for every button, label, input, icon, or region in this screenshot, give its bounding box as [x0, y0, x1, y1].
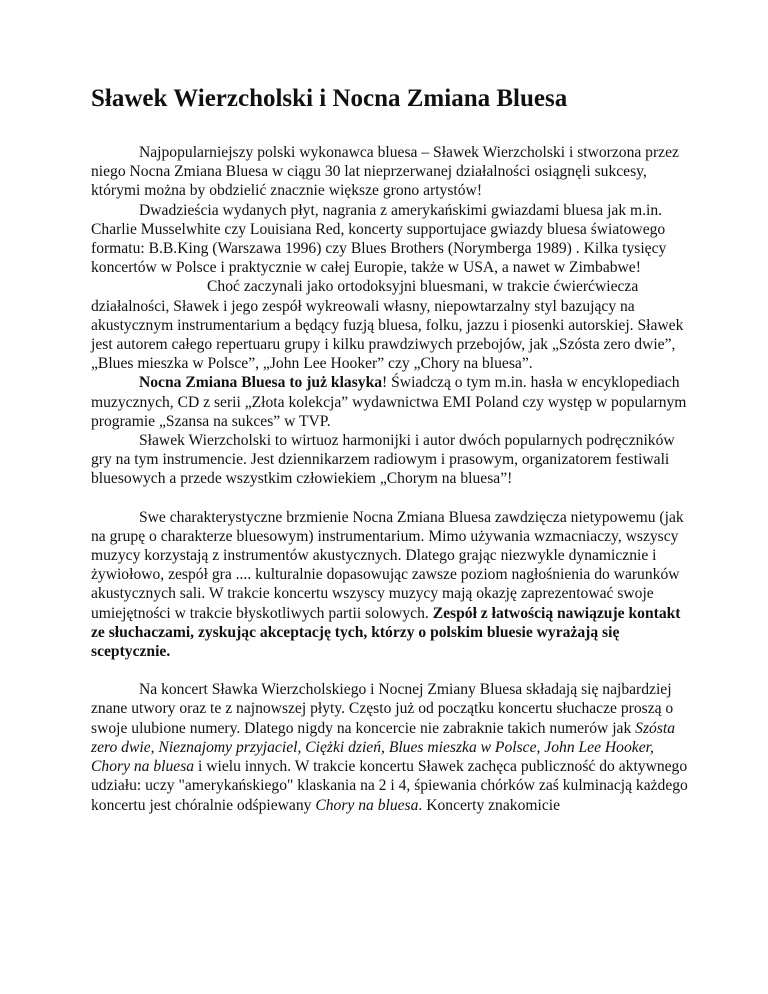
paragraph-intro: Najpopularniejszy polski wykonawca bluesa – Sławek Wierzcholski i stworzona przez niego Nocna Zmiana Bluesa w ciągu 30 lat nieprzerwanej działalności osiągnęli sukcesy, którymi można by obdzielić znacznie większe grono artystów!: [91, 144, 679, 200]
classic-rest: ! Świadczą o tym m.in. hasła w encyklopediach muzycznych, CD z serii „Złota kolekcja” wydawnictwa EMI Poland czy występ w popularnym programie „Szansa na sukces” w TVP.: [91, 374, 687, 430]
paragraph-style: Choć zaczynali jako ortodoksyjni bluesmani, w trakcie ćwierćwiecza działalności, Sławek i jego zespół wykreowali własny, niepowtarzalny styl bazujący na akustycznym instrumentarium a będący fuzją bluesa, folku, jazzu i piosenki autorskiej. Sławek jest autorem całego repertuaru grupy i kilku prawdziwych przebojów, jak „Szósta zero dwie”, „Blues mieszka w Polsce”, „John Lee Hooker” czy „Chory na bluesa”.: [91, 278, 684, 373]
song-titles-italic: Szósta zero dwie, Nieznajomy przyjaciel, Ciężki dzień, Blues mieszka w Polsce, John Lee Hooker, Chory na bluesa: [91, 719, 676, 776]
paragraph-concert: [91, 680, 691, 814]
classic-bold-phrase: Nocna Zmiana Bluesa to już klasyka: [139, 374, 383, 392]
sound-bold-statement: Zespół z łatwością nawiązuje kontakt ze słuchaczami, zyskując akceptację tych, którzy o polskim bluesie wyrażają się sceptycznie.: [91, 604, 681, 661]
sound-text: Swe charakterystyczne brzmienie Nocna Zmiana Bluesa zawdzięcza nietypowemu (jak na grupę o charakterze bluesowym) instrumentarium. Mimo używania wzmacniaczy, wszyscy muzycy korzystają z instrumentów akustycznych. Dlatego grając niezwykle dynamicznie i żywiołowo, zespół gra .... kulturalnie dopasowując zawsze poziom nagłośnienia do warunków akustycznych sali. W trakcie koncertu wszyscy muzycy mają okazję zaprezentować swoje umiejętności w trakcie błyskotliwych partii solowych.: [91, 508, 684, 622]
paragraph-spacer: [91, 489, 691, 508]
concert-text-middle: i wielu innych. W trakcie koncertu Sławek zachęca publiczność do aktywnego udziału: uczy "amerykańskiego" klaskania na 2 i 4, śpiewania chórków zaś kulminacją każdego koncertu jest chóralnie odśpiewany: [91, 758, 688, 814]
paragraph-achievements: Dwadzieścia wydanych płyt, nagrania z amerykańskimi gwiazdami bluesa jak m.in. Charlie Musselwhite czy Louisiana Red, koncerty supportujace gwiazdy bluesa światowego formatu: B.B.King (Warszawa 1996) czy Blues Brothers (Norymberga 1989) . Kilka tysięcy koncertów w Polsce i praktycznie w całej Europie, także w USA, a nawet w Zimbabwe!: [91, 201, 667, 277]
concert-text-start: Na koncert Sławka Wierzcholskiego i Nocnej Zmiany Bluesa składają się najbardziej znane utwory oraz te z najnowszej płyty. Często już od początku koncertu słuchacze proszą o swoje ulubione numery. Dlatego nigdy na koncercie nie zabraknie takich numerów jak: [91, 681, 674, 737]
paragraph-sound: [91, 508, 691, 662]
paragraph-spacer: [91, 661, 691, 680]
paragraph-classic: [91, 373, 691, 431]
concert-text-end: . Koncerty znakomicie: [418, 796, 561, 814]
document-body: [91, 143, 691, 815]
paragraph-virtuoso: Sławek Wierzcholski to wirtuoz harmonijki i autor dwóch popularnych podręczników gry na tym instrumencie. Jest dziennikarzem radiowym i prasowym, organizatorem festiwali bluesowych a przede wszystkim człowiekiem „Chorym na bluesa”!: [91, 432, 675, 488]
song-chory-italic: Chory na bluesa: [315, 796, 419, 814]
page-title: Sławek Wierzcholski i Nocna Zmiana Bluesa: [91, 85, 568, 112]
